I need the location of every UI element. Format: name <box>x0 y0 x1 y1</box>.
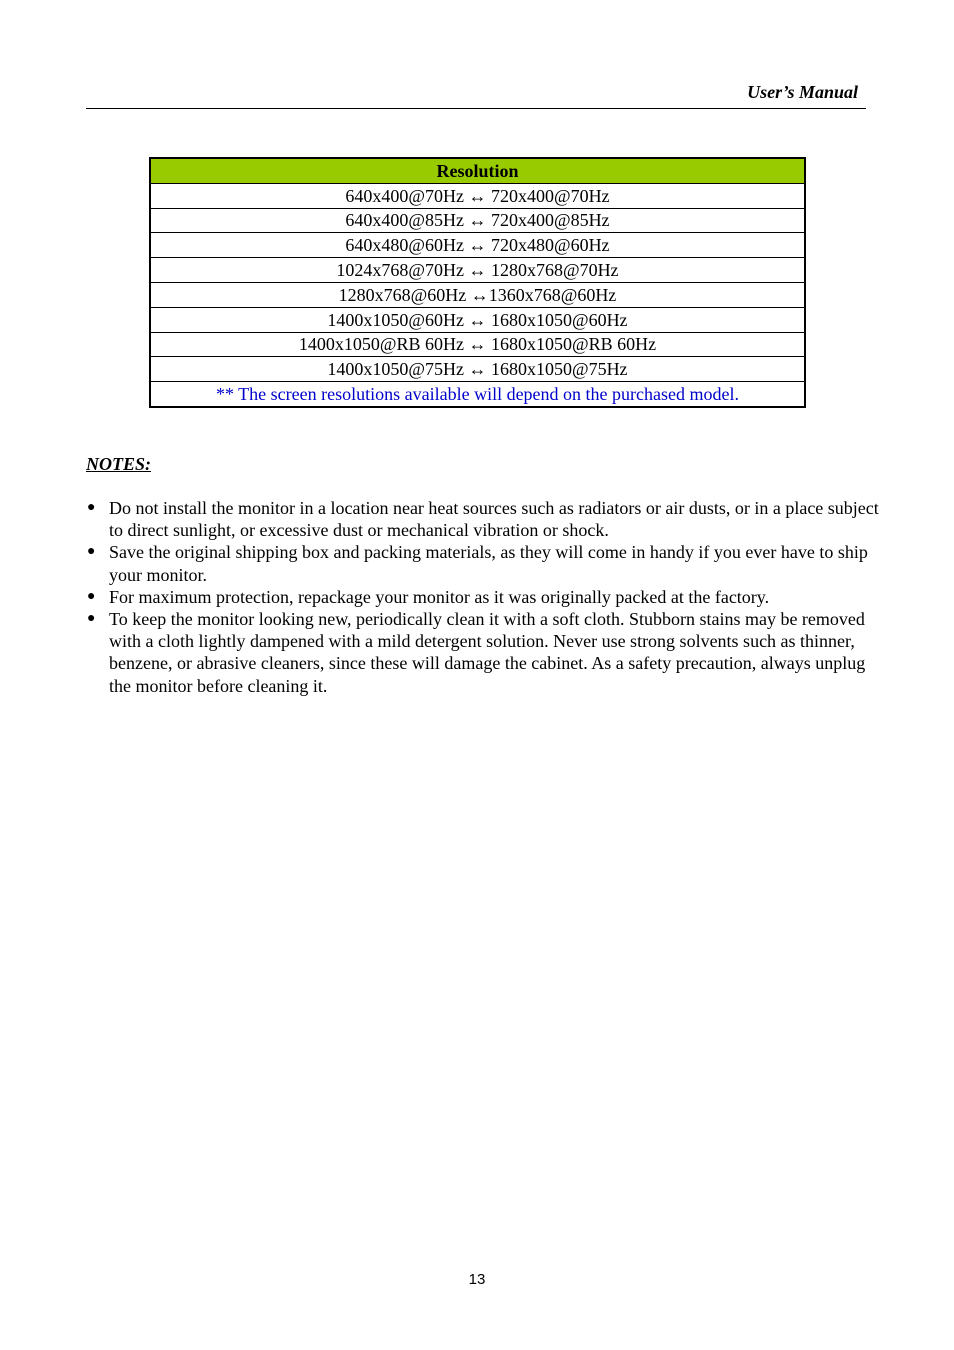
table-row <box>150 258 805 283</box>
bullet-icon: ● <box>87 611 96 627</box>
list-item <box>87 497 889 541</box>
table-cell: 640x400@70Hz ↔ 720x400@70Hz <box>150 183 805 208</box>
table-cell: 1400x1050@60Hz ↔ 1680x1050@60Hz <box>150 307 805 332</box>
list-item <box>87 586 889 608</box>
table-header-resolution: Resolution <box>150 158 805 183</box>
table-cell: 1400x1050@RB 60Hz ↔ 1680x1050@RB 60Hz <box>150 332 805 357</box>
bullet-icon: ● <box>87 500 96 515</box>
table-row <box>150 307 805 332</box>
table-cell: 1280x768@60Hz ↔1360x768@60Hz <box>150 282 805 307</box>
table-row <box>150 332 805 357</box>
table-cell: 640x480@60Hz ↔ 720x480@60Hz <box>150 233 805 258</box>
page-number: 13 <box>468 1271 486 1288</box>
notes-list <box>86 497 889 697</box>
list-item-text: Save the original shipping box and packing materials, as they will come in handy if you ever have to ship your monitor. <box>109 542 868 585</box>
bullet-icon: ● <box>87 544 96 560</box>
table-cell: 1400x1050@75Hz ↔ 1680x1050@75Hz <box>150 357 805 382</box>
notes-heading: NOTES: <box>86 454 152 474</box>
list-item-text: To keep the monitor looking new, periodically clean it with a soft cloth. Stubborn stains may be removed with a cloth lightly dampened with a mild detergent solution. Never use strong solvents such as thinner, benzene, or abrasive cleaners, since these will damage the cabinet. As a safety precaution, always unplug the monitor before cleaning it. <box>109 609 866 696</box>
list-item <box>87 608 889 697</box>
header-rule <box>86 108 866 109</box>
list-item-text: Do not install the monitor in a location near heat sources such as radiators or air dusts, or in a place subject to direct sunlight, or excessive dust or mechanical vibration or shock. <box>109 498 879 541</box>
table-row <box>150 233 805 258</box>
table-row <box>150 183 805 208</box>
header-title: User’s Manual <box>747 82 858 102</box>
table-footnote: ** The screen resolutions available will depend on the purchased model. <box>150 382 805 407</box>
table-footnote-row <box>150 382 805 407</box>
table-row <box>150 282 805 307</box>
list-item <box>87 541 889 585</box>
table-header-row <box>150 158 805 183</box>
table-row <box>150 208 805 233</box>
list-item-text: For maximum protection, repackage your monitor as it was originally packed at the factory. <box>109 586 770 607</box>
table-cell: 640x400@85Hz ↔ 720x400@85Hz <box>150 208 805 233</box>
table-cell: 1024x768@70Hz ↔ 1280x768@70Hz <box>150 258 805 283</box>
resolution-table <box>149 157 806 408</box>
table-row <box>150 357 805 382</box>
bullet-icon: ● <box>87 588 96 604</box>
